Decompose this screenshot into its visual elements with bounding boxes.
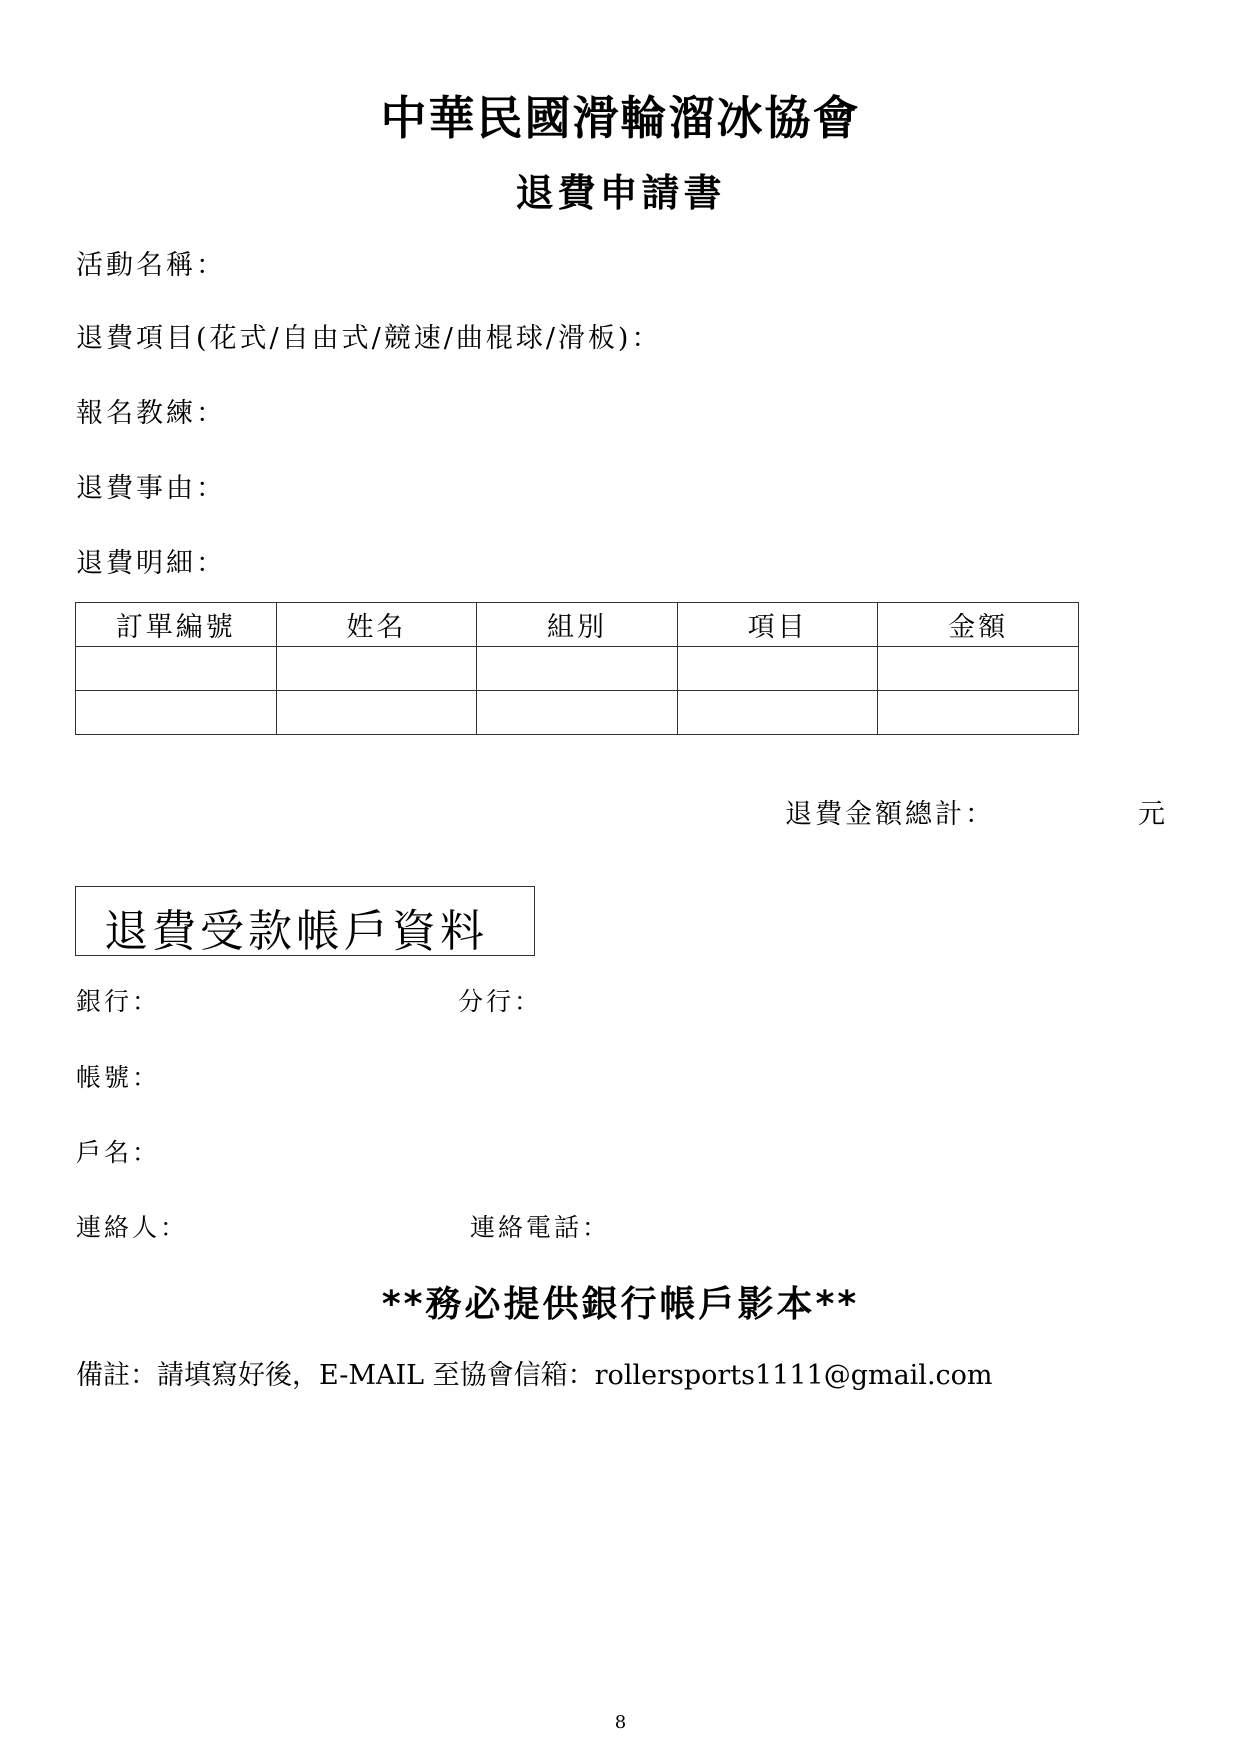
- account-name-field[interactable]: 戶名：: [76, 1138, 161, 1167]
- account-section-title: 退費受款帳戶資料: [104, 906, 488, 957]
- table-cell[interactable]: [677, 691, 878, 735]
- table-header-row: [76, 603, 1079, 647]
- table-cell[interactable]: [276, 647, 477, 691]
- page-number: 8: [614, 1712, 627, 1733]
- contact-phone-field[interactable]: 連絡電話：: [470, 1213, 611, 1242]
- activity-name-field[interactable]: 活動名稱：: [76, 250, 226, 281]
- table-cell[interactable]: [76, 691, 277, 735]
- contact-person-field[interactable]: 連絡人：: [76, 1213, 189, 1242]
- bank-field[interactable]: 銀行：: [76, 987, 161, 1016]
- table-cell[interactable]: [477, 647, 678, 691]
- organization-title: 中華民國滑輪溜冰協會: [380, 91, 861, 145]
- remark-text: 備註：請填寫好後，E-MAIL 至協會信箱：rollersports1111@gmail.com: [76, 1360, 993, 1391]
- table-row: [76, 691, 1079, 735]
- branch-field[interactable]: 分行：: [458, 987, 543, 1016]
- form-title: 退費申請書: [515, 171, 726, 215]
- refund-reason-field[interactable]: 退費事由：: [76, 473, 226, 504]
- refund-total-label: 退費金額總計：: [785, 799, 995, 830]
- table-cell[interactable]: [677, 647, 878, 691]
- refund-total-unit: 元: [1138, 799, 1165, 830]
- table-cell[interactable]: [878, 691, 1079, 735]
- refund-details-label: 退費明細：: [76, 548, 226, 579]
- column-header-order-number: 訂單編號: [76, 603, 277, 647]
- table-cell[interactable]: [76, 647, 277, 691]
- refund-item-field[interactable]: 退費項目(花式/自由式/競速/曲棍球/滑板)：: [76, 323, 662, 354]
- account-number-field[interactable]: 帳號：: [76, 1063, 161, 1092]
- table-cell[interactable]: [477, 691, 678, 735]
- coach-field[interactable]: 報名教練：: [76, 398, 226, 429]
- account-section-header: [75, 886, 535, 956]
- refund-details-table: [75, 602, 1079, 735]
- table-cell[interactable]: [878, 647, 1079, 691]
- bank-copy-notice: **務必提供銀行帳戶影本**: [381, 1284, 860, 1325]
- table-row: [76, 647, 1079, 691]
- table-cell[interactable]: [276, 691, 477, 735]
- column-header-name: 姓名: [276, 603, 477, 647]
- column-header-item: 項目: [677, 603, 878, 647]
- column-header-amount: 金額: [878, 603, 1079, 647]
- column-header-group: 組別: [477, 603, 678, 647]
